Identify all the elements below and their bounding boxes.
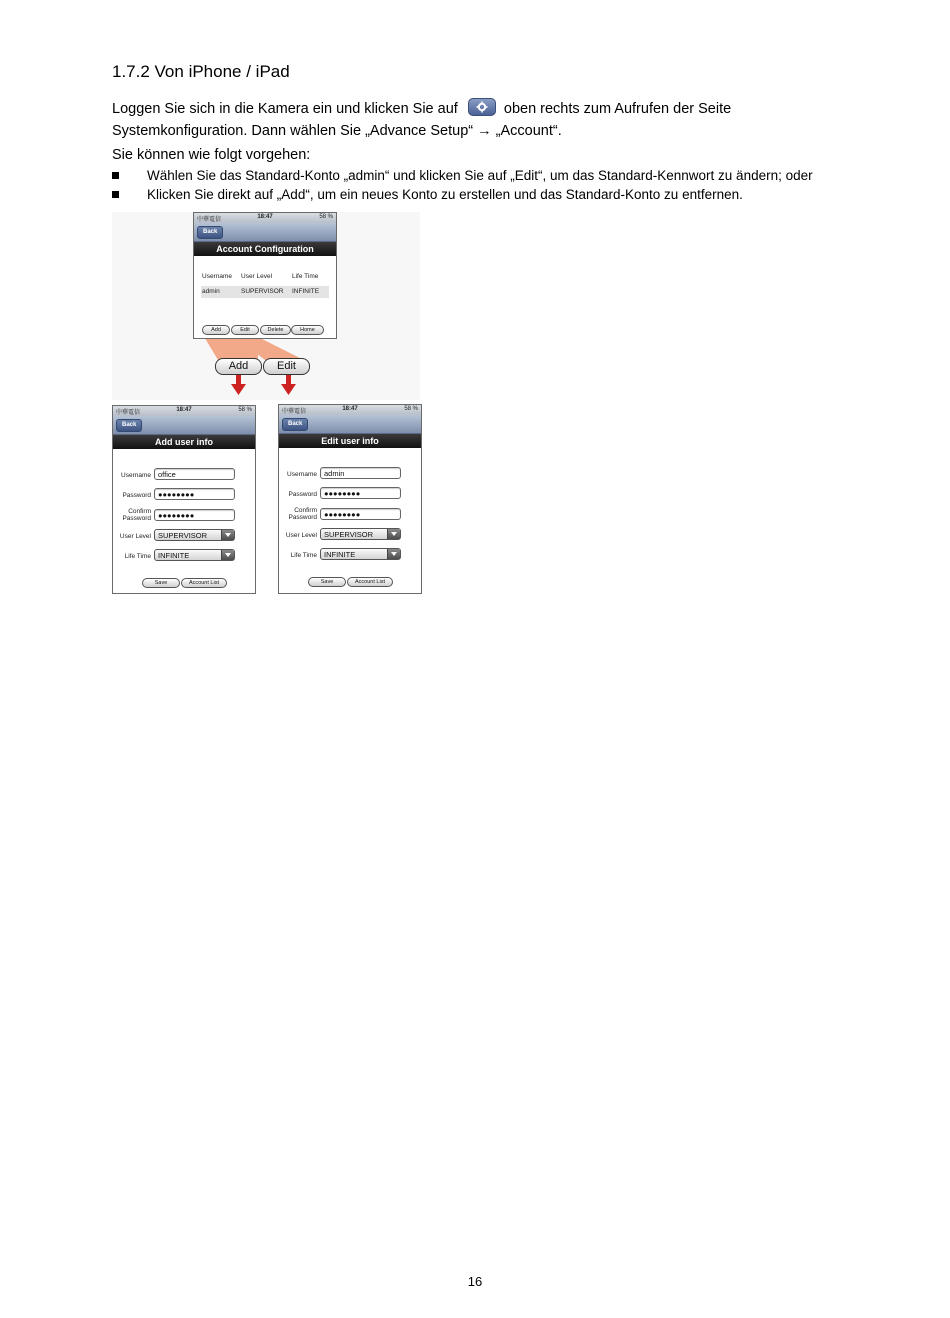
status-bar [279, 405, 421, 415]
account-list-button[interactable]: Account List [347, 577, 393, 587]
user-level-value: SUPERVISOR [158, 531, 208, 540]
carrier-label: 中華電信 [197, 217, 222, 223]
intro-line-1-after: oben rechts zum Aufrufen der Seite [503, 101, 732, 117]
account-configuration-screen [193, 212, 337, 339]
page-number: 16 [467, 1274, 483, 1289]
user-level-select[interactable] [320, 528, 401, 540]
user-level-value: SUPERVISOR [324, 530, 374, 539]
add-button[interactable]: Add [202, 325, 230, 335]
screen-title: Account Configuration [194, 242, 336, 256]
table-cell: admin [202, 288, 220, 295]
life-time-select[interactable] [320, 548, 401, 560]
column-header: Username [202, 273, 232, 280]
add-user-info-screen [112, 405, 256, 594]
column-header: Life Time [292, 273, 319, 280]
battery-label: 58 % [238, 407, 252, 413]
life-time-value: INFINITE [158, 551, 190, 560]
dropdown-arrow-icon [387, 529, 400, 539]
confirm-password-input[interactable]: ●●●●●●●● [320, 508, 401, 520]
back-button[interactable]: Back [116, 419, 142, 432]
clock-label: 18:47 [342, 406, 358, 412]
user-level-label: User Level [285, 532, 317, 539]
user-level-label: User Level [119, 533, 151, 540]
square-bullet-icon [112, 172, 119, 179]
dropdown-arrow-icon [387, 549, 400, 559]
bullet-text: Klicken Sie direkt auf „Add“, um ein neues Konto zu erstellen und das Standard-Konto zu entfernen. [147, 187, 743, 202]
nav-bar [279, 415, 421, 434]
password-label: Password [288, 491, 317, 498]
save-button[interactable]: Save [308, 577, 346, 587]
confirm-label-line: Password [122, 515, 151, 522]
delete-button[interactable]: Delete [260, 325, 291, 335]
clock-label: 18:47 [176, 407, 192, 413]
life-time-label: Life Time [124, 553, 151, 560]
table-row[interactable] [201, 286, 329, 298]
confirm-label-line: Password [288, 514, 317, 521]
gear-icon [468, 98, 496, 116]
battery-label: 58 % [319, 214, 333, 220]
confirm-label-line: Confirm [128, 508, 151, 515]
confirm-password-input[interactable]: ●●●●●●●● [154, 509, 235, 521]
intro-line-1-before: Loggen Sie sich in die Kamera ein und klicken Sie auf [112, 101, 458, 117]
table-cell: INFINITE [292, 288, 320, 295]
status-bar [113, 406, 255, 416]
intro-line-2: Systemkonfiguration. Dann wählen Sie „Advance Setup“ → „Account“. [112, 123, 562, 139]
carrier-label: 中華電信 [116, 410, 141, 416]
clock-label: 18:47 [257, 214, 273, 220]
confirm-label [281, 507, 317, 521]
user-level-select[interactable] [154, 529, 235, 541]
screen-title: Add user info [113, 435, 255, 449]
home-button[interactable]: Home [291, 325, 324, 335]
battery-label: 58 % [404, 406, 418, 412]
table-header [201, 271, 329, 283]
back-button[interactable]: Back [197, 226, 223, 239]
password-input[interactable]: ●●●●●●●● [320, 487, 401, 499]
edit-user-info-screen [278, 404, 422, 594]
section-heading: 1.7.2 Von iPhone / iPad [112, 62, 290, 81]
confirm-label-line: Confirm [294, 507, 317, 514]
square-bullet-icon [112, 191, 119, 198]
status-bar [194, 213, 336, 223]
edit-button[interactable]: Edit [231, 325, 259, 335]
username-input[interactable]: office [154, 468, 235, 480]
password-label: Password [122, 492, 151, 499]
life-time-select[interactable] [154, 549, 235, 561]
confirm-label [115, 508, 151, 522]
bullet-text: Wählen Sie das Standard-Konto „admin“ und klicken Sie auf „Edit“, um das Standard-Kennwort zu ändern; oder [147, 168, 813, 183]
intro-line-1 [112, 98, 731, 119]
password-input[interactable]: ●●●●●●●● [154, 488, 235, 500]
back-button[interactable]: Back [282, 418, 308, 431]
save-button[interactable]: Save [142, 578, 180, 588]
dropdown-arrow-icon [221, 550, 234, 560]
life-time-label: Life Time [290, 552, 317, 559]
screen-title: Edit user info [279, 434, 421, 448]
carrier-label: 中華電信 [282, 409, 307, 415]
column-header: User Level [241, 273, 273, 280]
table-cell: SUPERVISOR [241, 288, 284, 295]
username-label: Username [121, 472, 151, 479]
nav-bar [194, 223, 336, 242]
add-callout-button: Add [215, 358, 262, 375]
username-input[interactable]: admin [320, 467, 401, 479]
life-time-value: INFINITE [324, 550, 356, 559]
edit-callout-button: Edit [263, 358, 310, 375]
username-label: Username [287, 471, 317, 478]
dropdown-arrow-icon [221, 530, 234, 540]
nav-bar [113, 416, 255, 435]
intro-line-3: Sie können wie folgt vorgehen: [112, 147, 311, 163]
account-list-button[interactable]: Account List [181, 578, 227, 588]
